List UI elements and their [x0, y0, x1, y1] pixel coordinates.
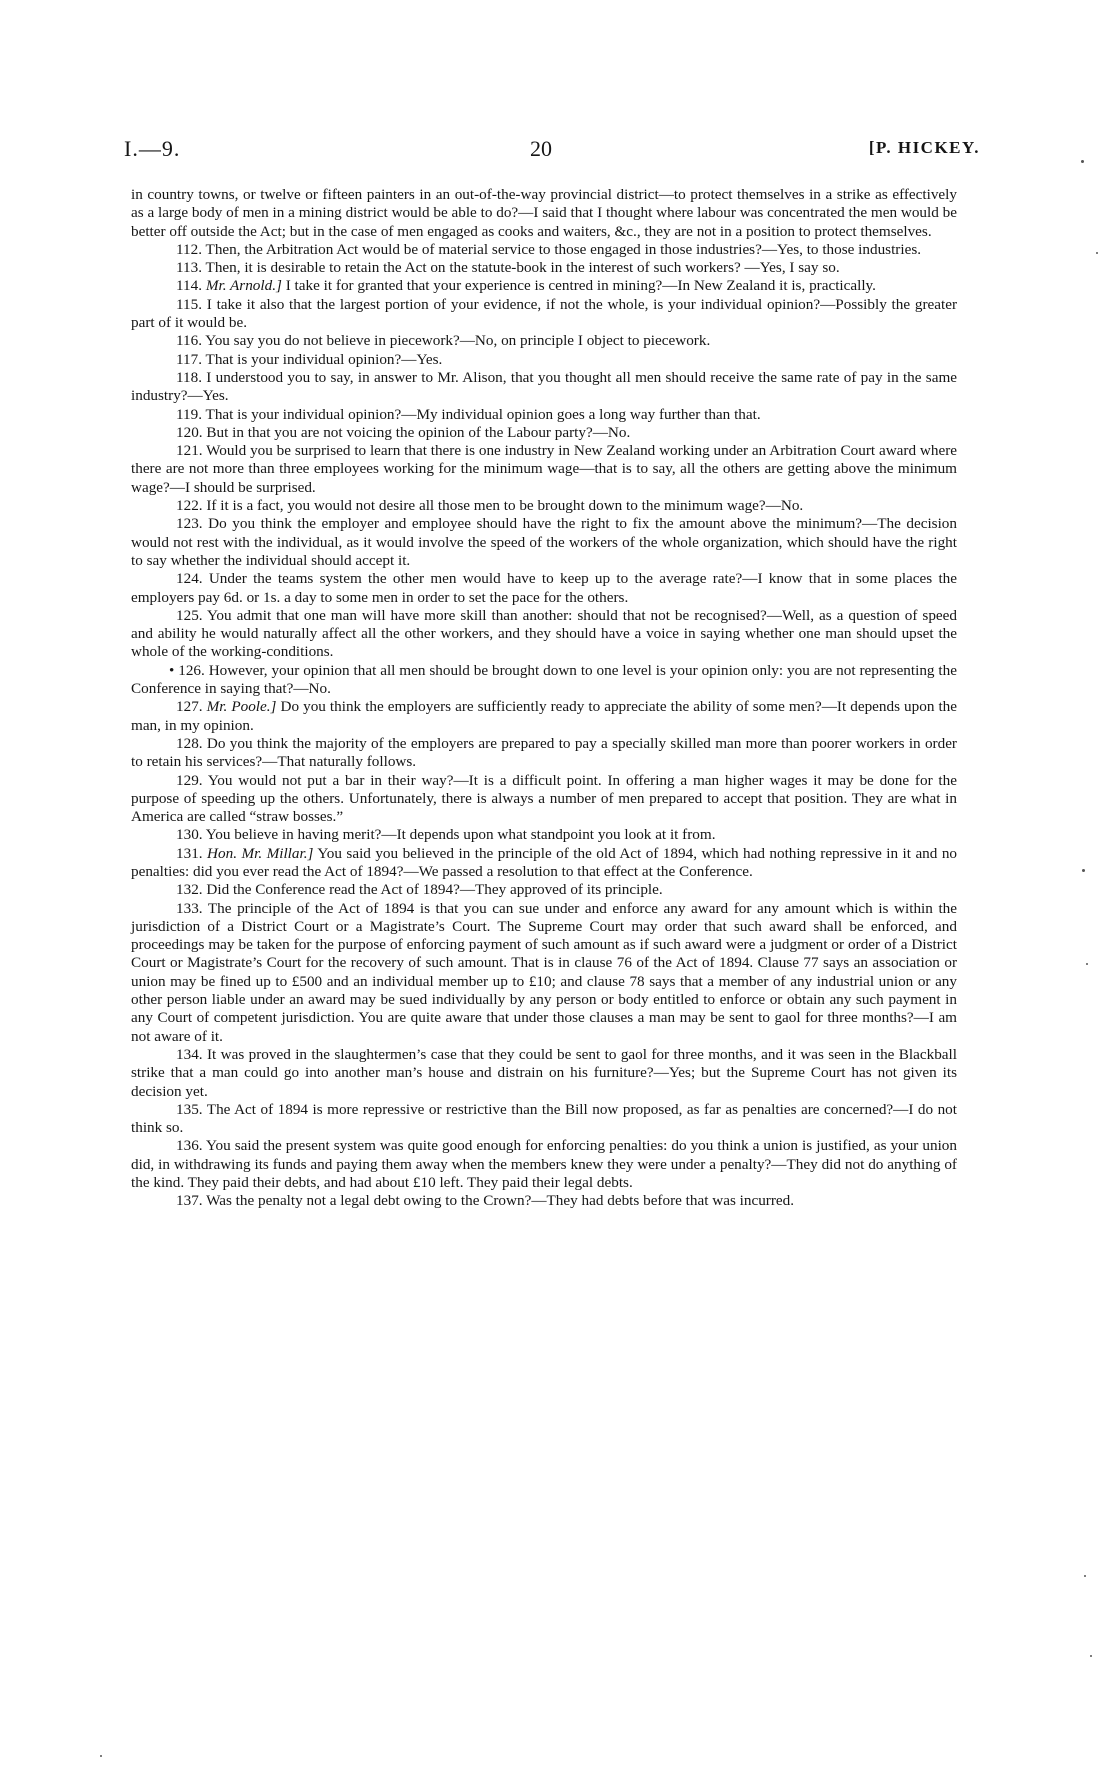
question-119: 119. That is your individual opinion?—My individual opinion goes a long way further than that.: [176, 405, 761, 423]
question-112: 112. Then, the Arbitration Act would be of material service to those engaged in those industries?—Yes, to those industries.: [176, 240, 922, 258]
question-137: 137. Was the penalty not a legal debt owing to the Crown?—They had debts before that was incurred.: [176, 1192, 795, 1210]
speaker-name: Mr. Poole.]: [206, 698, 277, 716]
page-header: [124, 136, 980, 170]
question-128: 128. Do you think the majority of the employers are prepared to pay a specially skilled man more than poorer workers in order to retain his services?—That naturally follows.: [131, 734, 957, 771]
evidence-text: [131, 186, 957, 1211]
question-132: 132. Did the Conference read the Act of 1894?—They approved of its principle.: [176, 881, 663, 899]
question-133: 133. The principle of the Act of 1894 is that you can sue under and enforce any award for any amount which is within the jurisdiction of a District Court or a Magistrate’s Court. The Supreme Court may order that such award shall be enforced, and proceedings may be taken for the purpose of enforcing payment of such amount as if such award were a judgment or order of a District Court or Magistrate’s Court for the recovery of such amount. That is in clause 76 of the Act of 1894. Clause 77 says an association or union may be fined up to £500 and an individual member up to £10; and clause 78 says that a member of any industrial union or any other person liable under an award may be sued individually by any person or body entitled to enforce or obtain any such payment in any Court of competent jurisdiction. You are quite aware that under those clauses a man may be sent to gaol for three months?—I am not aware of it.: [131, 899, 957, 1045]
scan-speck: [1084, 1575, 1086, 1577]
speaker-name: Hon. Mr. Millar.]: [207, 844, 314, 862]
scan-speck: [1081, 160, 1084, 163]
witness-name: [P. HICKEY.: [868, 138, 980, 157]
question-131: [131, 845, 957, 882]
question-120: 120. But in that you are not voicing the opinion of the Labour party?—No.: [176, 423, 631, 441]
question-text: You said you believed in the principle of the old Act of 1894, which had nothing repressive in it and no penalties: did you ever read the Act of 1894?—We passed a resolution to that effect at the Conference.: [131, 844, 958, 880]
question-115: 115. I take it also that the largest portion of your evidence, if not the whole, is your individual opinion?—Possibly the greater part of it would be.: [131, 295, 957, 332]
question-number: 114.: [176, 277, 203, 295]
scan-speck: [100, 1755, 102, 1757]
question-text: Do you think the employers are sufficiently ready to appreciate the ability of some men?—It depends upon the man, in my opinion.: [131, 698, 958, 734]
question-number: 127.: [176, 698, 203, 716]
paragraph: in country towns, or twelve or fifteen painters in an out-of-the-way provincial district—to protect themselves in a strike as effectively as a large body of men in a mining district would be able to do?—I said that I thought where labour was concentrated the men would be better off outside the Act; but in the case of men engaged as cooks and waiters, &c., they are not in a position to protect themselves.: [131, 186, 957, 240]
scan-speck: [1096, 252, 1098, 254]
question-136: 136. You said the present system was quite good enough for enforcing penalties: do you think a union is justified, as your union did, in withdrawing its funds and paying them away when the members knew they were under a penalty?—They did not do anything of the kind. They paid their debts, and had about £10 left. They paid their legal debts.: [131, 1137, 957, 1192]
question-135: 135. The Act of 1894 is more repressive or restrictive than the Bill now proposed, as far as penalties are concerned?—I do not think so.: [131, 1100, 957, 1137]
question-text: I take it for granted that your experience is centred in mining?—In New Zealand it is, practically.: [285, 277, 876, 295]
scan-speck: [1090, 1655, 1092, 1657]
question-114: [131, 277, 957, 295]
question-118: 118. I understood you to say, in answer to Mr. Alison, that you thought all men should receive the same rate of pay in the same industry?—Yes.: [131, 368, 957, 405]
scan-speck: [1086, 963, 1088, 965]
question-126: • 126. However, your opinion that all men should be brought down to one level is your opinion only: you are not representing the Conference in saying that?—No.: [131, 661, 957, 698]
page-number: 20: [530, 136, 552, 161]
question-number: 131.: [176, 844, 203, 862]
question-129: 129. You would not put a bar in their way?—It is a difficult point. In offering a man higher wages it may be done for the purpose of speeding up the others. Unfortunately, there is always a number of men prepared to accept that position. They are what in America are called “straw bosses.”: [131, 771, 957, 826]
question-125: 125. You admit that one man will have more skill than another: should that not be recognised?—Well, as a question of speed and ability he would naturally affect all the other workers, and they should have a voice in saying whether one man should upset the whole of the working-conditions.: [131, 606, 957, 661]
question-130: 130. You believe in having merit?—It depends upon what standpoint you look at it from.: [176, 826, 716, 844]
question-117: 117. That is your individual opinion?—Yes.: [176, 350, 443, 368]
question-116: 116. You say you do not believe in piecework?—No, on principle I object to piecework.: [176, 332, 711, 350]
question-134: 134. It was proved in the slaughtermen’s case that they could be sent to gaol for three months, and it was seen in the Blackball strike that a man could go into another man’s house and distrain on his furniture?—Yes; but the Supreme Court has not given its decision yet.: [131, 1045, 957, 1100]
question-121: 121. Would you be surprised to learn that there is one industry in New Zealand working under an Arbitration Court award where there are not more than three employees working for the minimum wage—that is to say, all the others are getting above the minimum wage?—I should be surprised.: [131, 442, 957, 496]
question-124: 124. Under the teams system the other men would have to keep up to the average rate?—I know that in some places the employers pay 6d. or 1s. a day to some men in order to set the pace for the others.: [131, 570, 957, 606]
question-127: [131, 698, 957, 735]
speaker-name: Mr. Arnold.]: [205, 277, 282, 295]
question-122: 122. If it is a fact, you would not desire all those men to be brought down to the minimum wage?—No.: [176, 497, 804, 515]
question-123: 123. Do you think the employer and employee should have the right to fix the amount above the minimum?—The decision would not rest with the individual, as it would involve the speed of the workers of the whole organization, which should have the right to say whether the individual should accept it.: [131, 515, 957, 569]
paper-reference: I.—9.: [124, 136, 181, 161]
scan-speck: [1082, 869, 1085, 872]
question-113: 113. Then, it is desirable to retain the Act on the statute-book in the interest of such workers? —Yes, I say so.: [176, 259, 840, 277]
